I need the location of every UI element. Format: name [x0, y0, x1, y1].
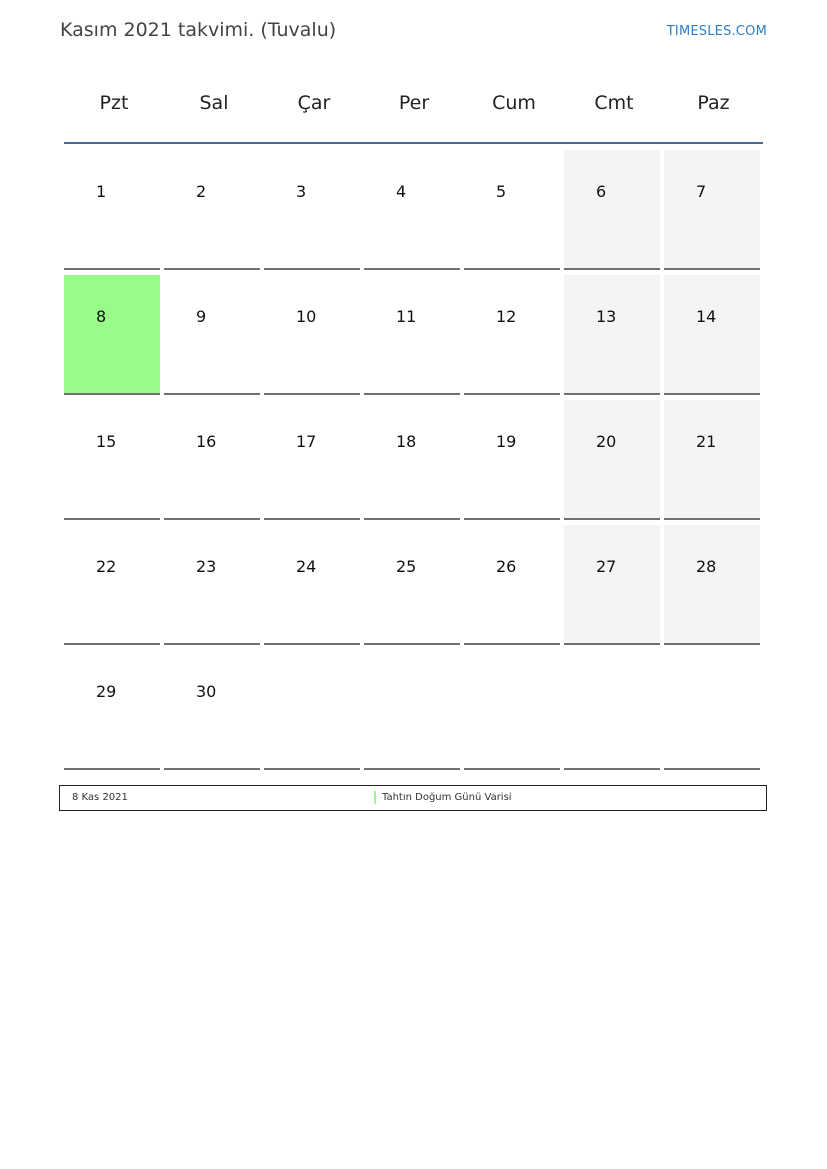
- day-number: 27: [596, 557, 617, 576]
- day-cell[interactable]: [464, 150, 560, 270]
- day-number: 4: [396, 182, 407, 201]
- day-cell: [264, 650, 360, 770]
- day-number: 6: [596, 182, 607, 201]
- legend-holiday-name: Tahtın Doğum Günü Varisi: [382, 792, 512, 803]
- day-cell-holiday[interactable]: [64, 275, 160, 395]
- day-cell-weekend[interactable]: [564, 525, 660, 645]
- header-divider: [64, 142, 763, 144]
- day-cell[interactable]: [264, 525, 360, 645]
- day-cell[interactable]: [64, 650, 160, 770]
- weekday-label: Pzt: [99, 92, 129, 114]
- week-row: [64, 150, 763, 275]
- calendar-grid: [64, 150, 763, 775]
- day-number: 11: [396, 307, 417, 326]
- day-number: 28: [696, 557, 717, 576]
- day-cell-weekend[interactable]: [564, 275, 660, 395]
- day-cell-weekend[interactable]: [564, 150, 660, 270]
- day-cell[interactable]: [264, 150, 360, 270]
- weekday-label: Cum: [492, 92, 536, 114]
- day-cell-weekend[interactable]: [664, 525, 760, 645]
- day-cell-weekend[interactable]: [664, 400, 760, 520]
- day-cell[interactable]: [264, 400, 360, 520]
- day-number: 29: [96, 682, 117, 701]
- day-cell: [564, 650, 660, 770]
- weekday-label: Sal: [199, 92, 229, 114]
- week-row: [64, 650, 763, 775]
- weekday-label: Cmt: [594, 92, 634, 114]
- day-number: 9: [196, 307, 207, 326]
- holiday-legend: [59, 785, 767, 811]
- day-number: 2: [196, 182, 207, 201]
- day-number: 13: [596, 307, 617, 326]
- day-cell[interactable]: [364, 525, 460, 645]
- day-number: 20: [596, 432, 617, 451]
- day-cell[interactable]: [464, 525, 560, 645]
- week-row: [64, 275, 763, 400]
- day-number: 23: [196, 557, 217, 576]
- legend-date: 8 Kas 2021: [72, 792, 128, 803]
- day-cell-weekend[interactable]: [664, 275, 760, 395]
- day-cell[interactable]: [164, 400, 260, 520]
- day-cell[interactable]: [164, 650, 260, 770]
- weekday-label: Çar: [297, 92, 331, 114]
- day-number: 19: [496, 432, 517, 451]
- day-cell[interactable]: [264, 275, 360, 395]
- day-number: 10: [296, 307, 317, 326]
- holiday-color-marker: [374, 791, 376, 804]
- day-cell[interactable]: [164, 275, 260, 395]
- day-cell[interactable]: [364, 275, 460, 395]
- day-number: 24: [296, 557, 317, 576]
- day-cell[interactable]: [464, 400, 560, 520]
- day-cell[interactable]: [164, 525, 260, 645]
- day-number: 18: [396, 432, 417, 451]
- day-cell[interactable]: [364, 150, 460, 270]
- day-number: 26: [496, 557, 517, 576]
- day-number: 7: [696, 182, 707, 201]
- day-cell: [464, 650, 560, 770]
- day-number: 15: [96, 432, 117, 451]
- day-number: 8: [96, 307, 107, 326]
- day-cell: [664, 650, 760, 770]
- day-cell: [364, 650, 460, 770]
- weekday-label: Per: [398, 92, 430, 114]
- day-cell-weekend[interactable]: [664, 150, 760, 270]
- day-number: 14: [696, 307, 717, 326]
- day-cell[interactable]: [464, 275, 560, 395]
- day-number: 5: [496, 182, 507, 201]
- brand-link[interactable]: TIMESLES.COM: [666, 24, 767, 39]
- day-cell[interactable]: [64, 525, 160, 645]
- day-number: 3: [296, 182, 307, 201]
- day-cell[interactable]: [364, 400, 460, 520]
- week-row: [64, 400, 763, 525]
- day-number: 22: [96, 557, 117, 576]
- day-number: 21: [696, 432, 717, 451]
- day-cell-weekend[interactable]: [564, 400, 660, 520]
- day-number: 12: [496, 307, 517, 326]
- day-cell[interactable]: [64, 150, 160, 270]
- day-number: 17: [296, 432, 317, 451]
- weekday-label: Paz: [697, 92, 730, 114]
- day-number: 25: [396, 557, 417, 576]
- day-cell[interactable]: [64, 400, 160, 520]
- week-row: [64, 525, 763, 650]
- day-cell[interactable]: [164, 150, 260, 270]
- weekday-header: [64, 80, 763, 126]
- page-title: Kasım 2021 takvimi. (Tuvalu): [60, 19, 337, 41]
- day-number: 1: [96, 182, 107, 201]
- day-number: 30: [196, 682, 217, 701]
- day-number: 16: [196, 432, 217, 451]
